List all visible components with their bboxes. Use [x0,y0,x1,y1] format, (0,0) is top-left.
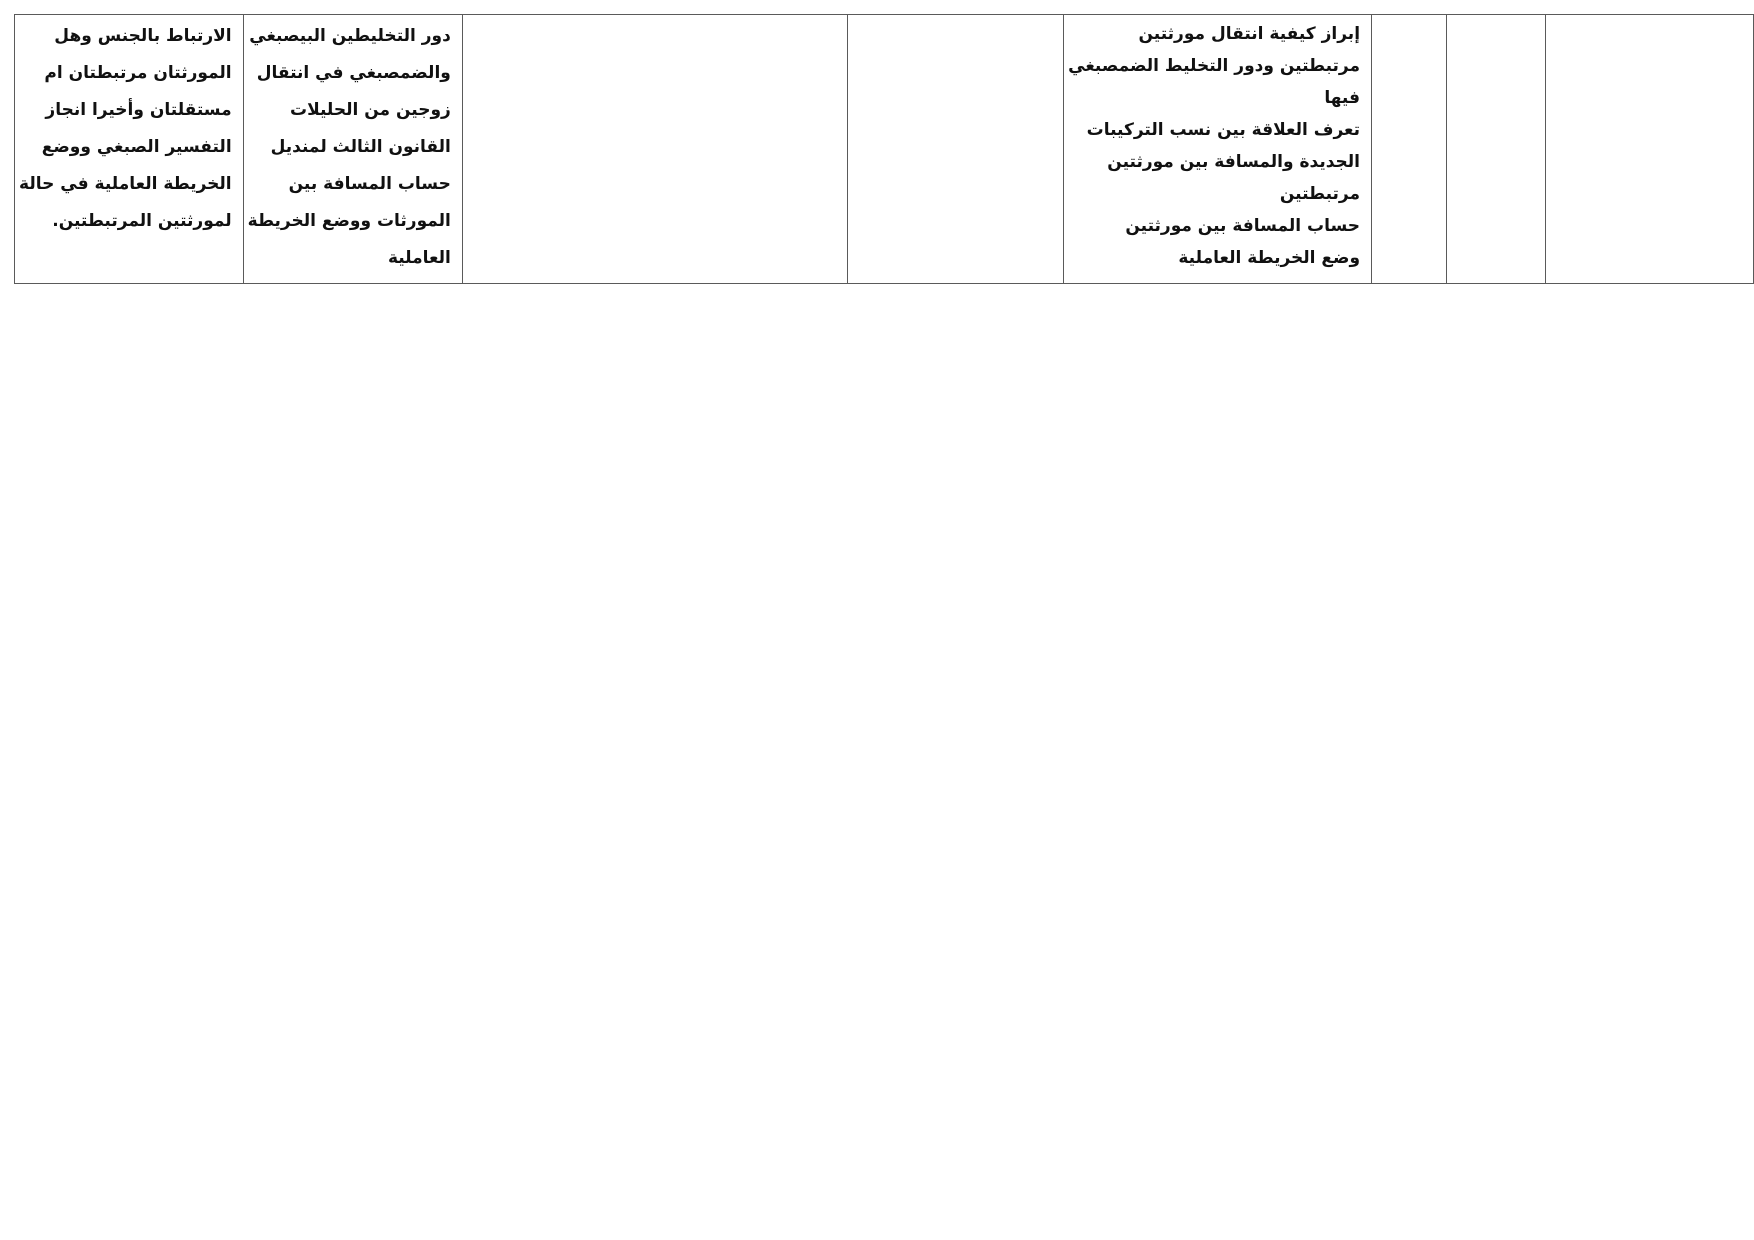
goals-text [1064,15,1371,282]
evaluation-line: مستقلتان وأخيرا انجاز [45,100,232,120]
lesson-plan-sheet [14,14,1754,284]
activities-line: زوجين من الحليلات [290,100,451,120]
lesson-plan-table [14,14,1754,284]
evaluation-line: التفسير الصبغي ووضع [41,137,232,157]
evaluation-text [15,15,243,246]
goals-line: وضع الخريطة العاملية [1178,248,1361,268]
goals-line: مرتبطتين ودور التخليط الضمصبغي [1068,56,1361,76]
goals-line: مرتبطتين [1279,184,1361,204]
goals-line: إبراز كيفية انتقال مورثتين [1138,24,1361,44]
empty-cell-3 [1372,15,1447,284]
activities-line: والضمصبغي في انتقال [256,63,451,83]
activities-text [244,15,462,283]
activities-line: العاملية [387,248,451,268]
empty-cell-5 [462,15,847,284]
evaluation-line: المورثتان مرتبطتان ام [44,63,232,83]
evaluation-line: الارتباط بالجنس وهل [54,26,232,46]
activities-line: حساب المسافة بين [288,174,451,194]
table-row [15,15,1754,284]
activities-line: القانون الثالث لمنديل [270,137,451,157]
goals-line: حساب المسافة بين مورثتين [1125,216,1361,236]
activities-line: دور التخليطين البيصبغي [249,26,451,46]
evaluation-line: لمورثتين المرتبطتين. [52,211,232,231]
goals-line: فيها [1324,88,1361,108]
empty-cell-2 [1447,15,1546,284]
empty-cell-4 [847,15,1063,284]
goals-line: تعرف العلاقة بين نسب التركيبات [1086,120,1361,140]
activities-cell [243,15,462,284]
goals-cell [1064,15,1372,284]
goals-line: الجديدة والمسافة بين مورثتين [1107,152,1361,172]
empty-cell-1 [1546,15,1754,284]
activities-line: المورثات ووضع الخريطة [247,211,451,231]
evaluation-line: الخريطة العاملية في حالة [19,174,232,194]
evaluation-cell [15,15,244,284]
